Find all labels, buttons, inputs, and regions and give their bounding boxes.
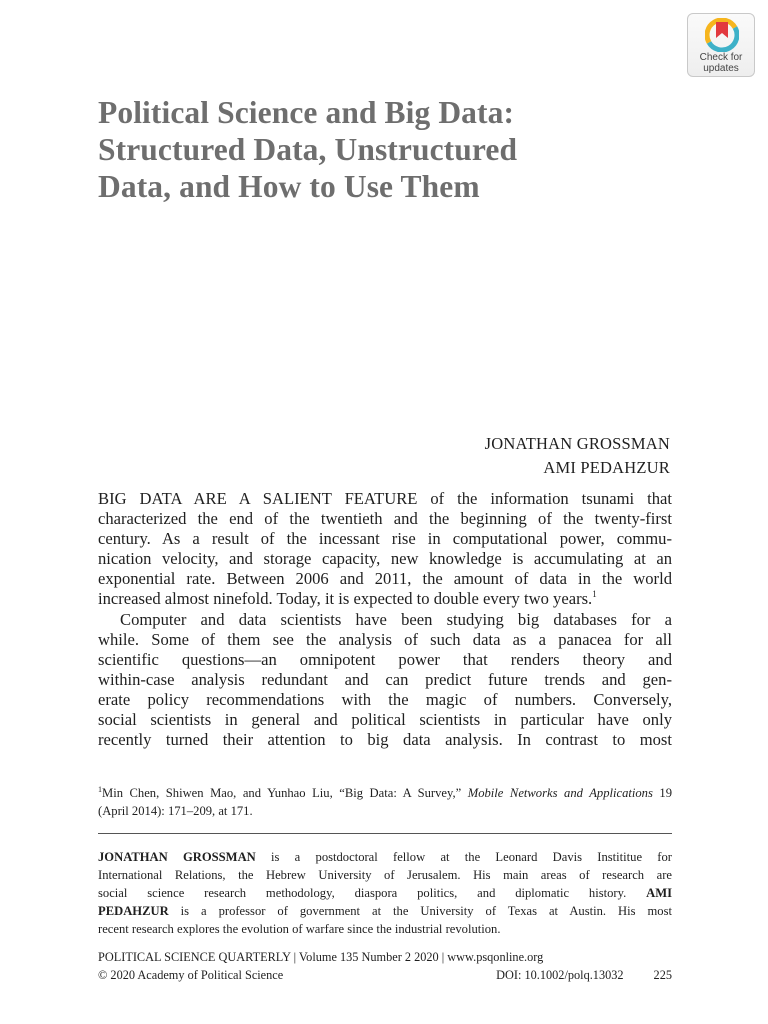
page-number: 225: [653, 968, 672, 982]
divider: [98, 833, 672, 834]
footer-row: [98, 966, 672, 984]
footnote-volume: 19: [652, 786, 672, 800]
bio-author-name: PEDAHZUR: [98, 904, 169, 918]
body-line-text: increased almost ninefold. Today, it is expected to double every two years.: [98, 589, 593, 609]
check-for-updates-button[interactable]: [687, 13, 755, 77]
bio-line: [98, 884, 672, 902]
body-line: scientific questions—an omnipotent power that renders theory and: [98, 649, 672, 669]
copyright: © 2020 Academy of Political Science: [98, 968, 284, 982]
bio-text: is a postdoctoral fellow at the Leonard Davis Instititue for: [255, 850, 672, 864]
bio-line: [98, 902, 672, 920]
body-line: Computer and data scientists have been studying big databases for a: [120, 609, 672, 629]
body-line: BIG DATA ARE A SALIENT FEATURE of the information tsunami that: [98, 489, 672, 508]
article-title: [98, 94, 658, 205]
bio-text: is a professor of government at the University of Texas at Austin. His most: [168, 904, 672, 918]
bio-line: International Relations, the Hebrew University of Jerusalem. His main areas of research are: [98, 868, 672, 882]
badge-line-1: Check for: [699, 52, 743, 63]
footnote-journal: Mobile Networks and Applications: [467, 786, 653, 800]
bio-author-name: AMI: [646, 886, 672, 900]
body-line: nication velocity, and storage capacity, new knowledge is accumulating at an: [98, 549, 672, 569]
author-name: JONATHAN GROSSMAN: [484, 434, 670, 453]
article-body: [98, 489, 672, 750]
body-line: exponential rate. Between 2006 and 2011, the amount of data in the world: [98, 569, 672, 589]
body-line: recently turned their attention to big data analysis. In contrast to most: [98, 730, 672, 750]
bio-text: social science research methodology, diaspora politics, and diplomatic history.: [98, 886, 647, 900]
footnote-line-2: (April 2014): 171–209, at 171.: [98, 804, 253, 818]
badge-line-2: updates: [703, 63, 739, 74]
bio-line: recent research explores the evolution of warfare since the industrial revolution.: [98, 922, 501, 936]
crossmark-icon: [705, 18, 739, 52]
body-line: erate policy recommendations with the magic of numbers. Conversely,: [98, 689, 672, 709]
bio-line: [98, 848, 672, 866]
paragraph-2: [98, 610, 672, 751]
body-line: characterized the end of the twentieth and the beginning of the twenty-first: [98, 509, 672, 529]
footnote-line-1: [98, 784, 672, 802]
footer-right: [496, 966, 672, 984]
footnote-marker[interactable]: 1: [592, 589, 597, 600]
author-bio: [98, 848, 672, 938]
footnote-number: 1: [98, 785, 102, 794]
bio-author-name: JONATHAN GROSSMAN: [98, 850, 256, 864]
author-name: AMI PEDAHZUR: [543, 458, 670, 477]
journal-info: POLITICAL SCIENCE QUARTERLY | Volume 135 Number 2 2020 | www.psqonline.org: [98, 950, 544, 964]
paragraph-1: [98, 489, 672, 610]
footnote-text: Min Chen, Shiwen Mao, and Yunhao Liu, “Big Data: A Survey,”: [102, 786, 468, 800]
body-line: century. As a result of the incessant rise in computational power, commu-: [98, 529, 672, 549]
body-line: [98, 589, 672, 609]
doi[interactable]: DOI: 10.1002/polq.13032: [496, 968, 624, 982]
page-footer: [98, 948, 672, 984]
title-line-1: Political Science and Big Data:: [98, 95, 515, 130]
footnote: [98, 784, 672, 820]
title-line-2: Structured Data, Unstructured: [98, 132, 518, 167]
author-list: [485, 432, 670, 480]
body-line: within-case analysis redundant and can predict future trends and gen-: [98, 669, 672, 689]
body-line: social scientists in general and political scientists in particular have only: [98, 710, 672, 730]
check-for-updates-label: [688, 52, 754, 74]
title-line-3: Data, and How to Use Them: [98, 169, 480, 204]
body-line: while. Some of them see the analysis of such data as a panacea for all: [98, 629, 672, 649]
